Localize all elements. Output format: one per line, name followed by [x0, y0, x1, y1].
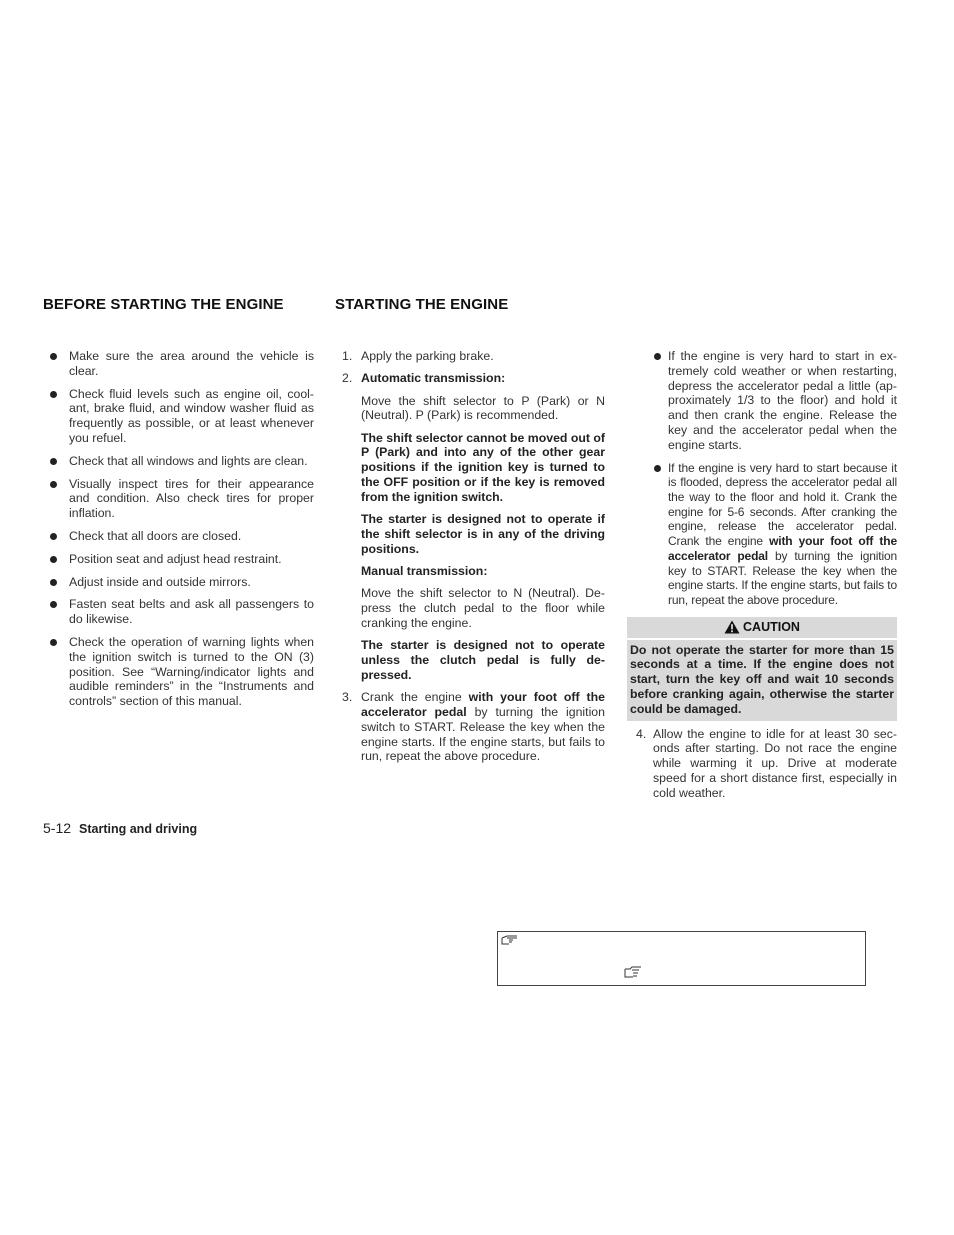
list-item: If the engine is very hard to start in ex-tremely cold weather or when restarting, depress the accelerator pedal a little (ap-proximately 1/3 to the floor) and hold it and then crank the engine. Release the key and the accelerator pedal when the engine starts. [627, 349, 897, 453]
page-number: 5-12 [43, 820, 72, 836]
pointing-hand-icon [501, 934, 519, 946]
paragraph: Move the shift selector to N (Neutral). De-press the clutch pedal to the floor while cranking the engine. [361, 586, 605, 630]
checklist [50, 349, 314, 709]
bullet-icon [50, 556, 57, 563]
list-item: Check fluid levels such as engine oil, cool-ant, brake fluid, and window washer fluid as frequently as possible, or at least whenever you refuel. [50, 387, 314, 446]
list-item: Check the operation of warning lights when the ignition switch is turned to the ON (3) position. See “Warning/indicator lights and audible reminders” in the “Instruments and controls” section of this manual. [50, 635, 314, 709]
before-starting-column [50, 349, 314, 709]
bullet-icon [50, 579, 57, 586]
caution-header [627, 617, 897, 640]
footer-section-name: Starting and driving [79, 822, 198, 836]
list-item: Check that all windows and lights are clean. [50, 454, 314, 469]
list-item: Make sure the area around the vehicle is clear. [50, 349, 314, 379]
manual-transmission-heading: Manual transmission: [361, 564, 488, 579]
bullet-icon [50, 601, 57, 608]
list-item: Adjust inside and outside mirrors. [50, 575, 314, 590]
step-3: 3. Crank the engine with your foot off the accelerator pedal by turning the ignition switch to START. Release the key when the engine starts. If the engine starts, but fails to run, repeat the above procedure. [342, 690, 605, 764]
automatic-transmission-heading: Automatic transmission: [361, 371, 506, 386]
starting-tips-column [627, 349, 897, 801]
tips-list [627, 349, 897, 608]
bullet-icon [50, 639, 57, 646]
paragraph-bold: The starter is designed not to operate if the shift selector is in any of the driving positions. [361, 512, 605, 556]
warning-triangle-icon [724, 620, 740, 634]
paragraph-bold: The shift selector cannot be moved out of P (Park) and into any of the other gear positions if the ignition key is turned to the OFF position or if the key is removed from the ignition switch. [361, 430, 605, 504]
list-item: Fasten seat belts and ask all passengers to do likewise. [50, 597, 314, 627]
step-1: 1. Apply the parking brake. [342, 349, 494, 363]
bullet-icon [50, 481, 57, 488]
caution-box [627, 617, 897, 721]
bullet-icon [50, 353, 57, 360]
list-item: Position seat and adjust head restraint. [50, 552, 314, 567]
step-4: 4. Allow the engine to idle for at least 30 sec-onds after starting. Do not race the engine while warming it up. Drive at moderate speed for a short distance first, especially in cold weather. [636, 726, 897, 800]
caution-label: CAUTION [743, 619, 800, 634]
step-2: 2. Automatic transmission: [342, 371, 506, 386]
bullet-icon [50, 391, 57, 398]
section-title-starting-engine: STARTING THE ENGINE [335, 296, 509, 313]
page-footer [43, 820, 197, 836]
section-title-before-starting: BEFORE STARTING THE ENGINE [43, 296, 284, 313]
bullet-icon [50, 533, 57, 540]
bullet-icon [654, 465, 661, 472]
caution-text: Do not operate the starter for more than 15 seconds at a time. If the engine does not start, turn the key off and wait 10 seconds before cranking again, otherwise the starter could be damaged. [630, 642, 894, 716]
list-item: Visually inspect tires for their appearance and condition. Also check tires for proper inflation. [50, 477, 314, 521]
pointing-hand-icon [624, 966, 642, 978]
starting-steps-column [342, 349, 605, 764]
list-item: If the engine is very hard to start because it is flooded, depress the accelerator pedal all the way to the floor and hold it. Crank the engine for 5-6 seconds. After cranking the engine, release the accelerator pedal. Crank the engine with your foot off the accelerator pedal by turning the ignition key to START. Release the key when the engine starts. If the engine starts, but fails to run, repeat the above procedure. [627, 461, 897, 608]
note-box [497, 931, 866, 986]
bullet-icon [654, 353, 661, 360]
list-item: Check that all doors are closed. [50, 529, 314, 544]
bullet-icon [50, 458, 57, 465]
paragraph: Move the shift selector to P (Park) or N (Neutral). P (Park) is recommended. [361, 393, 605, 423]
paragraph-bold: The starter is designed not to operate unless the clutch pedal is fully de-pressed. [361, 638, 605, 682]
